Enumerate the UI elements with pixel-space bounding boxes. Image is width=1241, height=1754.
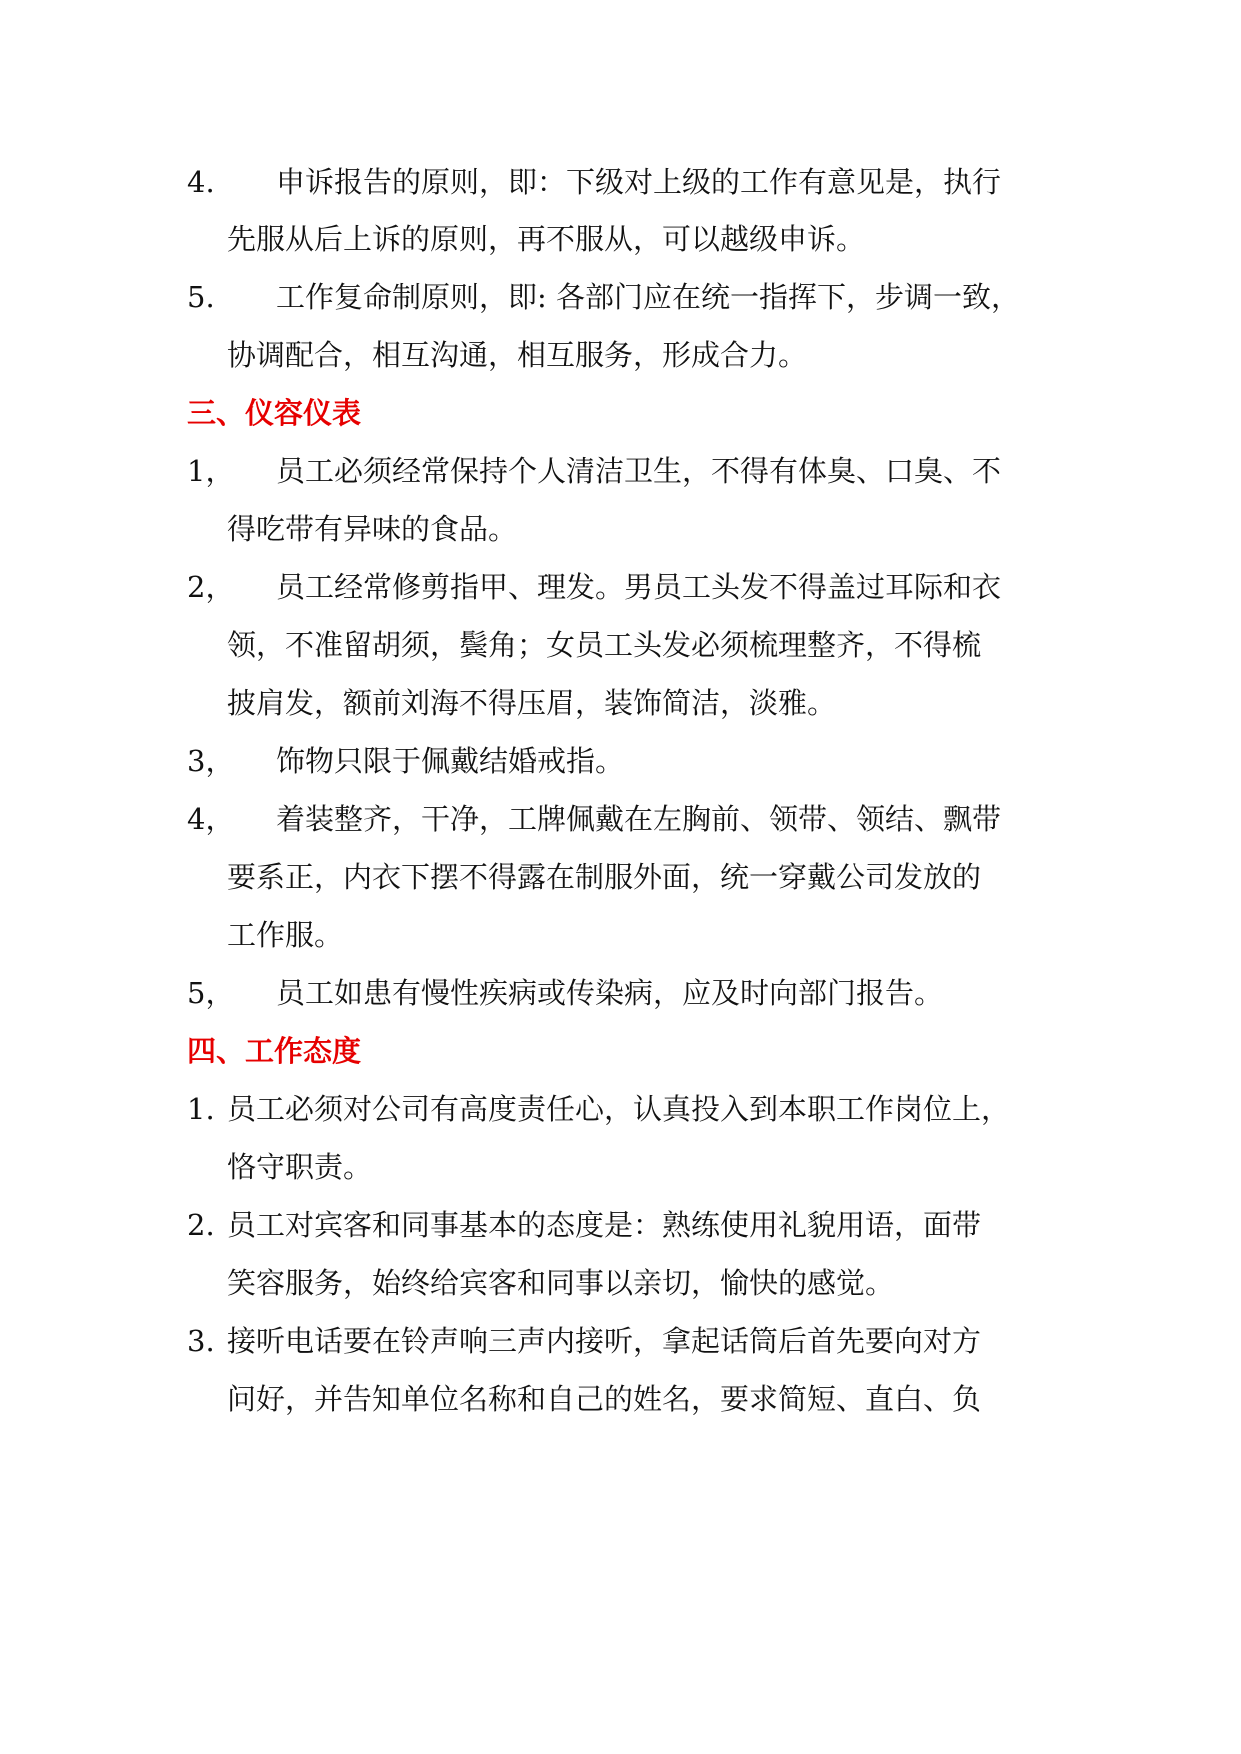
list-number: 3，: [187, 744, 235, 778]
list-item-text: 申诉报告的原则，即：下级对上级的工作有意见是，执行: [276, 165, 1002, 199]
list-number: 5，: [187, 976, 235, 1010]
list-item-text: 员工必须经常保持个人清洁卫生，不得有体臭、口臭、不: [276, 454, 1002, 488]
section-heading: 四、工作态度: [187, 1034, 362, 1068]
list-item-text: 恪守职责。: [227, 1150, 373, 1184]
list-item-text: 得吃带有异味的食品。: [227, 512, 518, 546]
list-item-text: 接听电话要在铃声响三声内接听，拿起话筒后首先要向对方: [227, 1324, 982, 1358]
list-item-text: 员工对宾客和同事基本的态度是：熟练使用礼貌用语，面带: [227, 1208, 982, 1242]
list-item-text: 工作复命制原则，即: 各部门应在统一指挥下，步调一致，: [276, 280, 1020, 314]
list-number: 3.: [187, 1324, 215, 1358]
list-number: 4，: [187, 802, 235, 836]
list-item-text: 披肩发，额前刘海不得压眉，装饰简洁，淡雅。: [227, 686, 837, 720]
list-number: 2.: [187, 1208, 215, 1242]
list-item-text: 员工必须对公司有高度责任心，认真投入到本职工作岗位上，: [227, 1092, 1011, 1126]
list-item-text: 员工如患有慢性疾病或传染病，应及时向部门报告。: [276, 976, 944, 1010]
list-number: 1.: [187, 1092, 215, 1126]
list-item-text: 先服从后上诉的原则，再不服从，可以越级申诉。: [227, 222, 866, 256]
list-item-text: 饰物只限于佩戴结婚戒指。: [276, 744, 625, 778]
list-item-text: 工作服。: [227, 918, 344, 952]
list-item-text: 笑容服务，始终给宾客和同事以亲切，愉快的感觉。: [227, 1266, 895, 1300]
list-item-text: 员工经常修剪指甲、理发。男员工头发不得盖过耳际和衣: [276, 570, 1002, 604]
list-item-text: 要系正，内衣下摆不得露在制服外面，统一穿戴公司发放的: [227, 860, 982, 894]
list-item-text: 着装整齐，干净，工牌佩戴在左胸前、领带、领结、飘带: [276, 802, 1002, 836]
list-item-text: 协调配合，相互沟通，相互服务，形成合力。: [227, 338, 808, 372]
list-number: 2，: [187, 570, 235, 604]
list-item-text: 领，不准留胡须，鬓角；女员工头发必须梳理整齐，不得梳: [227, 628, 982, 662]
list-number: 5.: [187, 280, 215, 314]
list-number: 4.: [187, 165, 215, 199]
list-number: 1，: [187, 454, 235, 488]
section-heading: 三、仪容仪表: [187, 396, 362, 430]
list-item-text: 问好，并告知单位名称和自己的姓名，要求简短、直白、负: [227, 1382, 982, 1416]
